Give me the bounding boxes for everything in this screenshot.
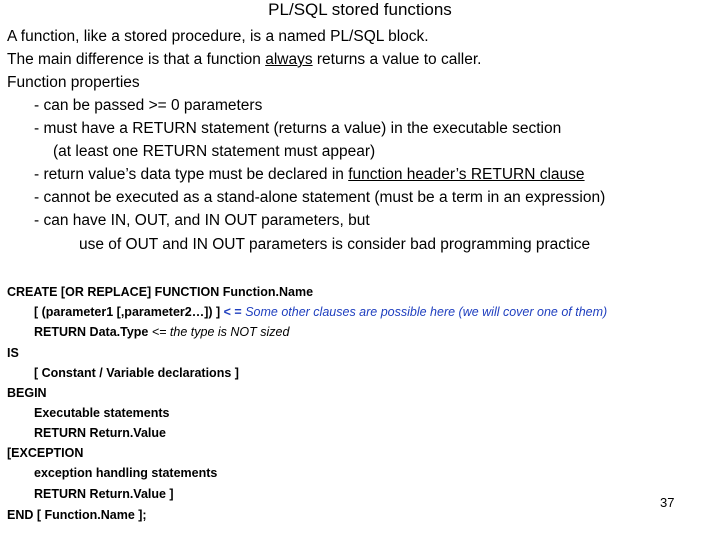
property-3 [34, 166, 585, 184]
property-5-continued: use of OUT and IN OUT parameters is consider bad programming practice [79, 236, 591, 253]
code-line-10: exception handling statements [34, 466, 218, 480]
intro-line-2 [7, 51, 481, 69]
code-line-5: [ Constant / Variable declarations ] [34, 366, 239, 380]
code-line-12: END [ Function.Name ]; [7, 508, 147, 522]
code-line-7: Executable statements [34, 406, 170, 420]
code-line-9: [EXCEPTION [7, 446, 84, 460]
code-line-3-main: RETURN Data.Type [34, 325, 149, 339]
code-line-1: CREATE [OR REPLACE] FUNCTION Function.Name [7, 285, 314, 299]
property-3-underlined: function header’s RETURN clause [348, 166, 585, 183]
intro-line-2-before: The main difference is that a function [7, 51, 266, 68]
code-line-11: RETURN Return.Value ] [34, 487, 174, 501]
property-2-continued: (at least one RETURN statement must appear) [53, 143, 376, 160]
code-line-2 [34, 305, 607, 320]
property-1: - can be passed >= 0 parameters [34, 97, 263, 114]
property-3-before: - return value’s data type must be declared in [34, 166, 349, 183]
page-number: 37 [660, 495, 675, 510]
code-line-6: BEGIN [7, 386, 47, 400]
properties-heading: Function properties [7, 74, 140, 91]
property-2: - must have a RETURN statement (returns a value) in the executable section [34, 120, 562, 137]
code-line-2-arrow: < = [223, 305, 242, 319]
property-5: - can have IN, OUT, and IN OUT parameters, but [34, 212, 370, 229]
code-line-8: RETURN Return.Value [34, 426, 166, 440]
intro-line-1: A function, like a stored procedure, is a named PL/SQL block. [7, 28, 429, 45]
code-line-3-note: <= the type is NOT sized [151, 325, 290, 339]
code-line-3 [34, 325, 289, 340]
code-line-4: IS [7, 346, 19, 360]
code-line-2-main: [ (parameter1 [,parameter2…]) ] [34, 305, 221, 319]
intro-line-2-after: returns a value to caller. [312, 51, 482, 68]
property-4: - cannot be executed as a stand-alone statement (must be a term in an expression) [34, 189, 606, 206]
code-line-2-note: Some other clauses are possible here (we will cover one of them) [245, 305, 608, 319]
intro-line-2-underlined: always [265, 51, 313, 68]
slide-title: PL/SQL stored functions [268, 0, 452, 19]
